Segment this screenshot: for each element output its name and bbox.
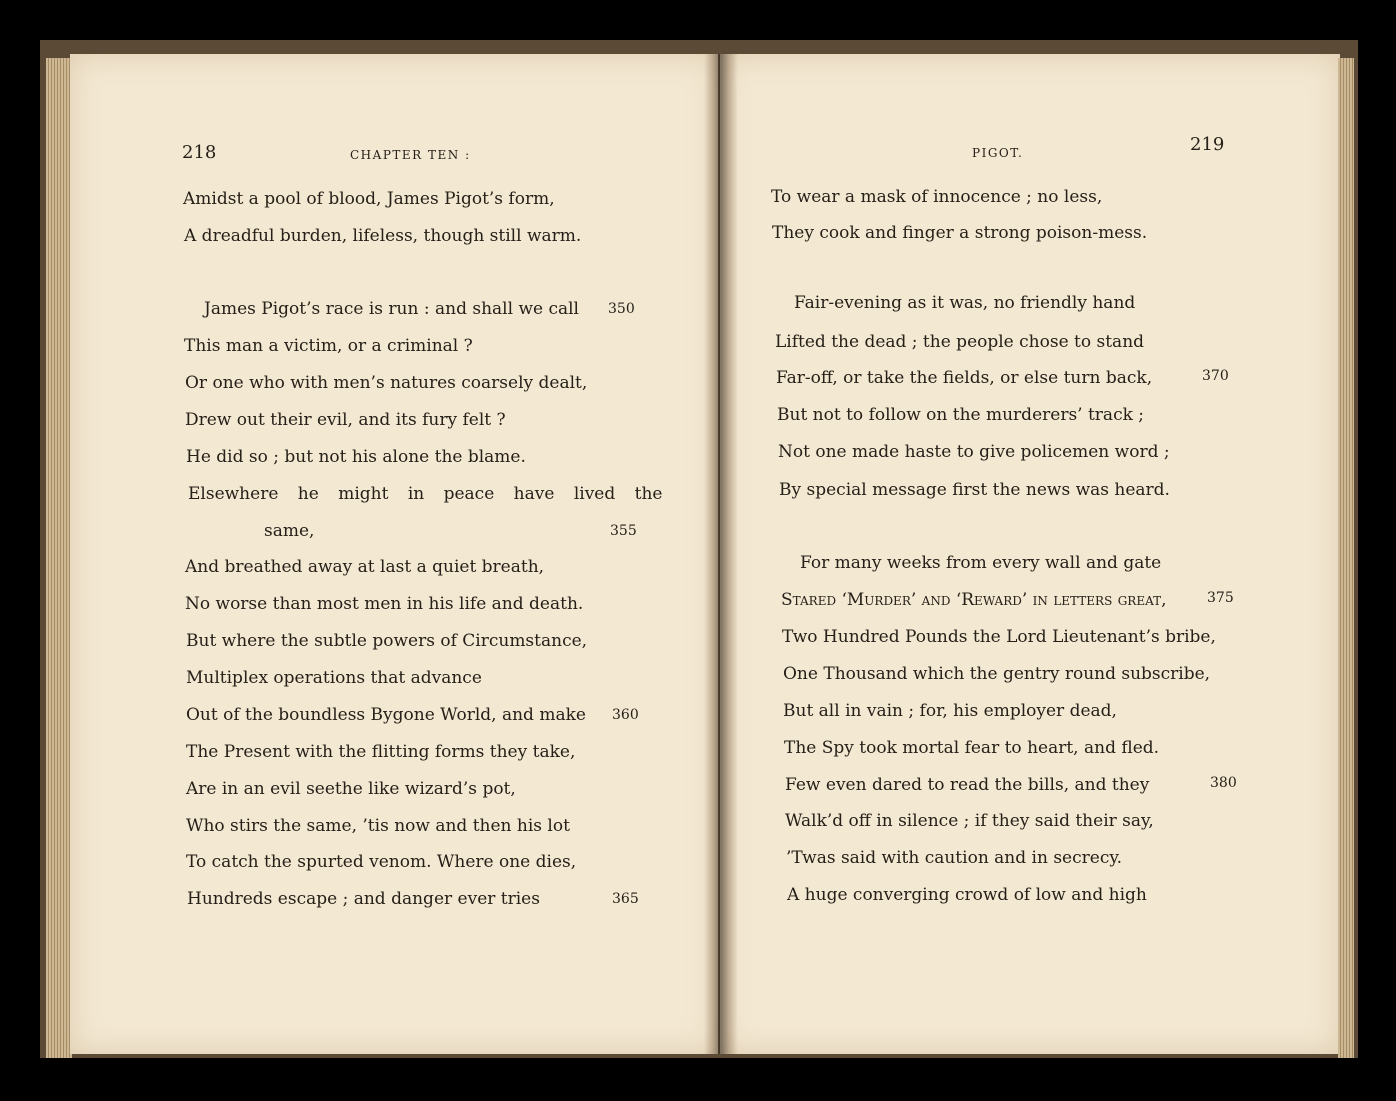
verse-line: Multiplex operations that advance	[186, 668, 482, 688]
verse-line: Fair-evening as it was, no friendly hand	[794, 293, 1136, 313]
verse-line: They cook and finger a strong poison-mess.	[772, 223, 1148, 243]
verse-line: But not to follow on the murderers’ track ;	[777, 405, 1145, 425]
line-number: 380	[1210, 775, 1237, 791]
verse-line: Drew out their evil, and its fury felt ?	[185, 410, 506, 430]
verse-line: Not one made haste to give policemen word ;	[778, 442, 1170, 462]
line-number: 370	[1202, 368, 1229, 384]
line-number: 375	[1207, 590, 1234, 606]
verse-line: Stared ‘Murder’ and ‘Reward’ in letters great,	[781, 590, 1167, 610]
verse-line: James Pigot’s race is run : and shall we call	[204, 299, 579, 319]
verse-line: To catch the spurted venom. Where one dies,	[186, 852, 577, 872]
book-gutter	[704, 54, 738, 1054]
verse-line: Lifted the dead ; the people chose to stand	[775, 332, 1145, 352]
verse-line: He did so ; but not his alone the blame.	[186, 447, 526, 467]
verse-line: This man a victim, or a criminal ?	[184, 336, 473, 356]
verse-line: Elsewhere he might in peace have lived the	[188, 484, 663, 504]
verse-line: The Spy took mortal fear to heart, and fled.	[784, 738, 1160, 758]
verse-line: Hundreds escape ; and danger ever tries	[187, 889, 540, 909]
verse-line: Or one who with men’s natures coarsely dealt,	[185, 373, 588, 393]
verse-line: Out of the boundless Bygone World, and make	[186, 705, 586, 725]
verse-line: To wear a mask of innocence ; no less,	[771, 187, 1103, 207]
verse-line: The Present with the flitting forms they take,	[186, 742, 576, 762]
right-running-head: PIGOT.	[972, 146, 1024, 160]
page-edges-left	[46, 58, 72, 1058]
verse-line: One Thousand which the gentry round subscribe,	[783, 664, 1211, 684]
verse-line: same,	[264, 521, 315, 541]
line-number: 350	[608, 301, 635, 317]
verse-line: Who stirs the same, ’tis now and then his lot	[186, 816, 570, 836]
line-number: 360	[612, 707, 639, 723]
verse-line: A dreadful burden, lifeless, though still warm.	[184, 226, 582, 246]
left-page-number: 218	[182, 142, 217, 163]
verse-line: Far-off, or take the fields, or else turn back,	[776, 368, 1153, 388]
verse-line: Amidst a pool of blood, James Pigot’s form,	[183, 189, 555, 209]
verse-line: Walk’d off in silence ; if they said their say,	[785, 811, 1154, 831]
left-running-head: CHAPTER TEN :	[350, 148, 471, 162]
verse-line: A huge converging crowd of low and high	[787, 885, 1147, 905]
page-edges-right	[1338, 58, 1354, 1058]
verse-line: But where the subtle powers of Circumstance,	[186, 631, 588, 651]
verse-line: For many weeks from every wall and gate	[800, 553, 1162, 573]
verse-line: By special message first the news was heard.	[779, 480, 1170, 500]
verse-line: Two Hundred Pounds the Lord Lieutenant’s bribe,	[782, 627, 1216, 647]
line-number: 365	[612, 891, 639, 907]
verse-line: ’Twas said with caution and in secrecy.	[786, 848, 1123, 868]
line-number: 355	[610, 523, 637, 539]
right-page-number: 219	[1190, 134, 1225, 155]
verse-line: Few even dared to read the bills, and they	[785, 775, 1150, 795]
verse-line: But all in vain ; for, his employer dead,	[783, 701, 1117, 721]
verse-line: Are in an evil seethe like wizard’s pot,	[186, 779, 516, 799]
verse-line: No worse than most men in his life and death.	[185, 594, 584, 614]
verse-line: And breathed away at last a quiet breath,	[185, 557, 545, 577]
